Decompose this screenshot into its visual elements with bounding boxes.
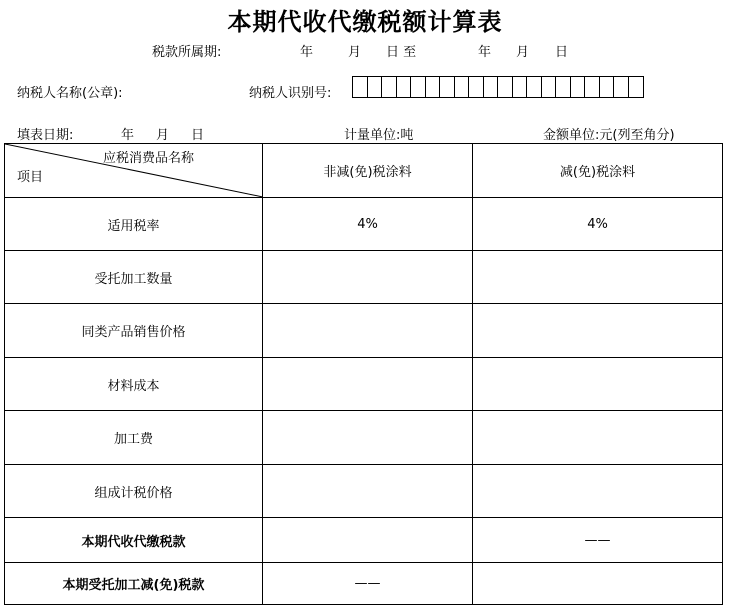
row-label: 同类产品销售价格 [5, 304, 263, 358]
fill-date-day: 日 [191, 128, 205, 143]
non-exempt-value[interactable]: 4% [263, 198, 473, 251]
id-digit-box[interactable] [469, 77, 484, 97]
non-exempt-value[interactable] [263, 518, 473, 563]
taxpayer-id-boxes[interactable] [352, 76, 644, 98]
id-digit-box[interactable] [353, 77, 368, 97]
row-label: 加工费 [5, 411, 263, 465]
id-digit-box[interactable] [629, 77, 644, 97]
id-digit-box[interactable] [411, 77, 426, 97]
taxpayer-id-label: 纳税人识别号: [249, 86, 332, 101]
row-label: 本期受托加工减(免)税款 [5, 563, 263, 605]
id-digit-box[interactable] [368, 77, 383, 97]
id-digit-box[interactable] [600, 77, 615, 97]
fill-date-year: 年 [121, 128, 135, 143]
non-exempt-value[interactable] [263, 358, 473, 411]
id-digit-box[interactable] [484, 77, 499, 97]
id-digit-box[interactable] [498, 77, 513, 97]
measure-unit: 计量单位:吨 [344, 128, 414, 143]
tax-table [4, 143, 723, 605]
amount-unit: 金额单位:元(列至角分) [543, 128, 675, 143]
table-row [5, 358, 723, 411]
period-day-end: 日 [555, 45, 569, 60]
table-row [5, 411, 723, 465]
header-non-exempt: 非减(免)税涂料 [263, 144, 473, 198]
non-exempt-value[interactable] [263, 304, 473, 358]
table-row [5, 304, 723, 358]
non-exempt-value[interactable] [263, 251, 473, 304]
taxpayer-name-label: 纳税人名称(公章): [17, 86, 123, 101]
period-year-end: 年 [478, 45, 492, 60]
row-label: 组成计税价格 [5, 465, 263, 518]
diagonal-header-cell [5, 144, 263, 198]
period-day-start-to: 日 至 [386, 45, 417, 60]
id-digit-box[interactable] [397, 77, 412, 97]
row-label: 受托加工数量 [5, 251, 263, 304]
exempt-value[interactable] [473, 251, 723, 304]
header-item: 项目 [17, 170, 44, 185]
non-exempt-value[interactable] [263, 465, 473, 518]
period-label: 税款所属期: [152, 45, 222, 60]
table-row [5, 198, 723, 251]
fill-date-month: 月 [156, 128, 170, 143]
row-label: 材料成本 [5, 358, 263, 411]
id-digit-box[interactable] [513, 77, 528, 97]
id-digit-box[interactable] [382, 77, 397, 97]
non-exempt-value[interactable] [263, 411, 473, 465]
header-taxable-goods: 应税消费品名称 [103, 151, 195, 166]
id-digit-box[interactable] [426, 77, 441, 97]
table-row [5, 251, 723, 304]
period-month-start: 月 [348, 45, 362, 60]
exempt-value[interactable] [473, 411, 723, 465]
row-label: 适用税率 [5, 198, 263, 251]
table-row [5, 563, 723, 605]
period-month-end: 月 [516, 45, 530, 60]
non-exempt-value[interactable]: —— [263, 563, 473, 605]
period-year-start: 年 [300, 45, 314, 60]
exempt-value[interactable] [473, 563, 723, 605]
id-digit-box[interactable] [440, 77, 455, 97]
id-digit-box[interactable] [556, 77, 571, 97]
id-digit-box[interactable] [527, 77, 542, 97]
exempt-value[interactable]: —— [473, 518, 723, 563]
fill-date-label: 填表日期: [17, 128, 74, 143]
table-row [5, 518, 723, 563]
exempt-value[interactable]: 4% [473, 198, 723, 251]
exempt-value[interactable] [473, 304, 723, 358]
table-row [5, 465, 723, 518]
header-exempt: 减(免)税涂料 [473, 144, 723, 198]
form-title: 本期代收代缴税额计算表 [227, 8, 503, 36]
row-label: 本期代收代缴税款 [5, 518, 263, 563]
exempt-value[interactable] [473, 465, 723, 518]
id-digit-box[interactable] [571, 77, 586, 97]
id-digit-box[interactable] [614, 77, 629, 97]
id-digit-box[interactable] [455, 77, 470, 97]
table-header-row [5, 144, 723, 198]
id-digit-box[interactable] [542, 77, 557, 97]
exempt-value[interactable] [473, 358, 723, 411]
id-digit-box[interactable] [585, 77, 600, 97]
